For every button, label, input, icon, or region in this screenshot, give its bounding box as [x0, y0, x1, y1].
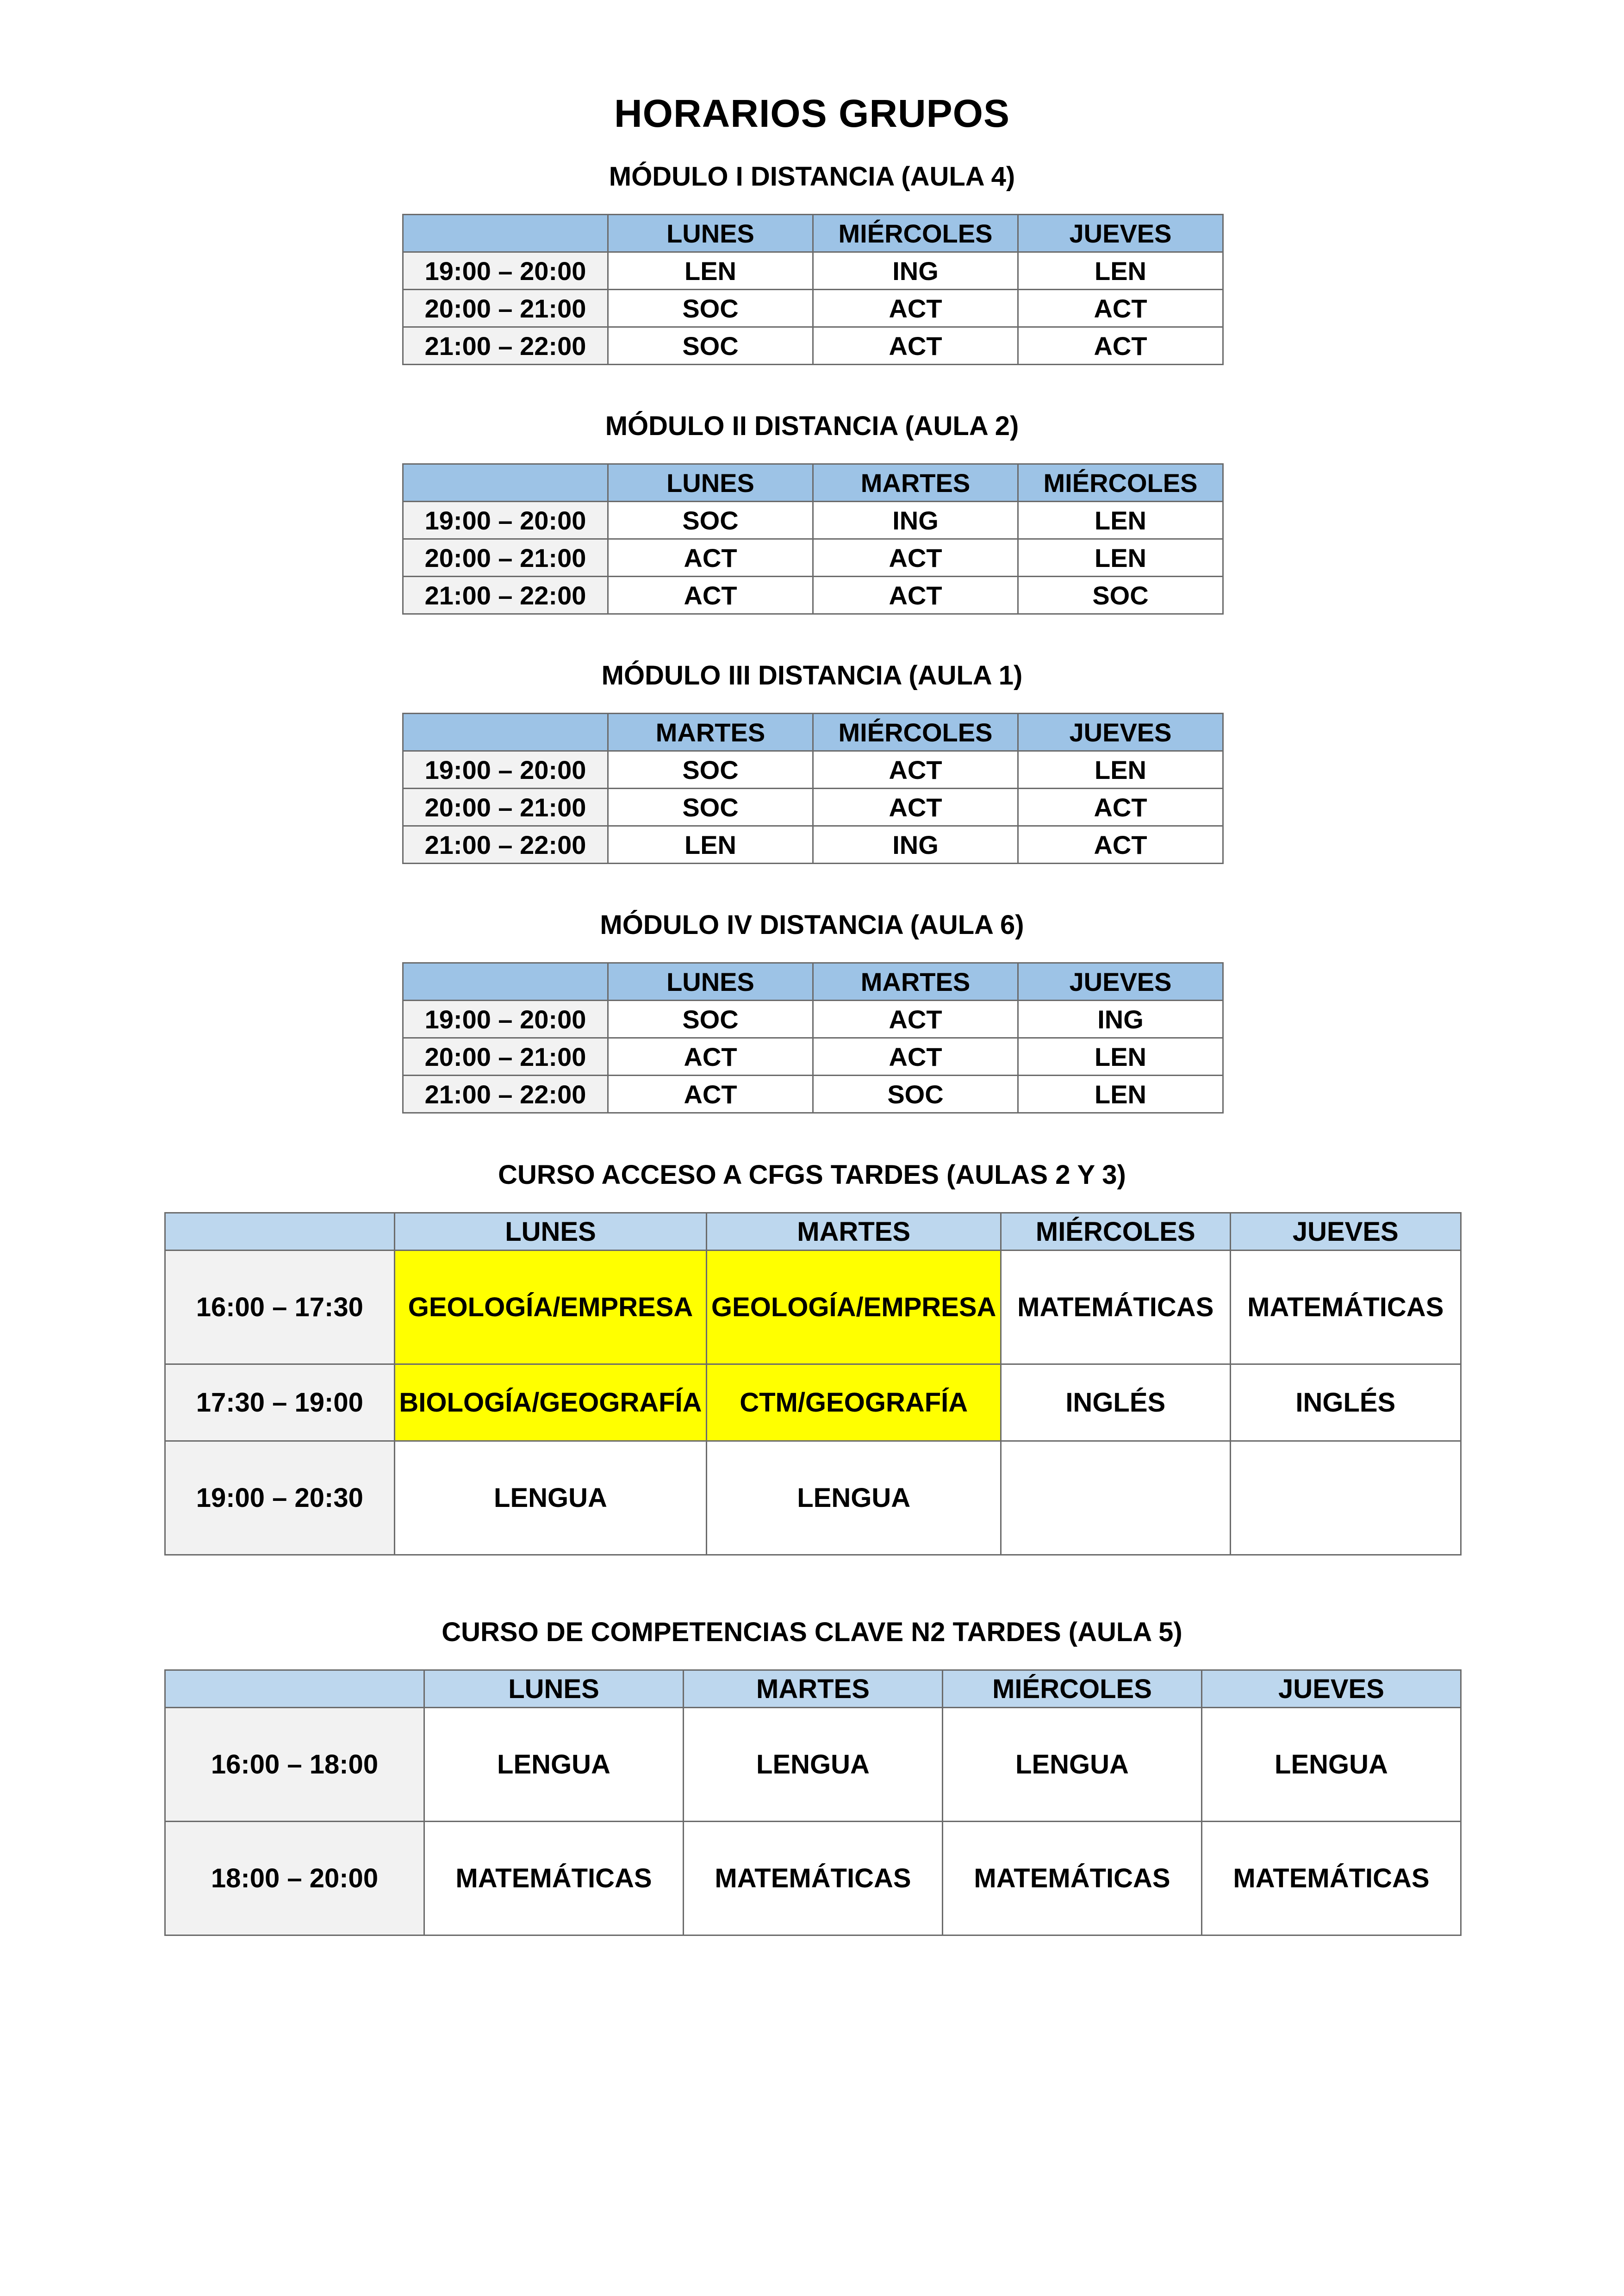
subject-cell: ACT	[813, 1038, 1018, 1076]
modulo-3-table	[402, 713, 1224, 864]
header-row	[165, 1670, 1461, 1708]
page-title: HORARIOS GRUPOS	[614, 92, 1010, 135]
subject-cell: MATEMÁTICAS	[424, 1822, 684, 1935]
subject-cell-highlighted: CTM/GEOGRAFÍA	[707, 1364, 1001, 1441]
subject-cell: ACT	[1018, 327, 1223, 365]
header-row	[403, 963, 1223, 1001]
subject-cell: ACT	[1018, 789, 1223, 826]
time-cell: 20:00 – 21:00	[403, 290, 608, 327]
subject-cell: LEN	[1018, 502, 1223, 539]
subject-cell: ING	[813, 502, 1018, 539]
subject-cell: ACT	[608, 1038, 813, 1076]
subject-cell: INGLÉS	[1230, 1364, 1461, 1441]
subject-cell: SOC	[608, 789, 813, 826]
subject-cell: ACT	[813, 751, 1018, 789]
modulo-3-title: MÓDULO III DISTANCIA (AULA 1)	[601, 660, 1023, 691]
modulo-4-title: MÓDULO IV DISTANCIA (AULA 6)	[600, 910, 1024, 940]
header-row	[165, 1213, 1461, 1251]
subject-cell: LEN	[608, 252, 813, 290]
time-cell: 16:00 – 17:30	[165, 1251, 395, 1364]
subject-cell: LENGUA	[684, 1708, 943, 1822]
cfgs-table	[164, 1212, 1462, 1556]
day-header: LUNES	[424, 1670, 684, 1708]
subject-cell: LENGUA	[1202, 1708, 1461, 1822]
subject-cell: MATEMÁTICAS	[1230, 1251, 1461, 1364]
time-cell: 21:00 – 22:00	[403, 826, 608, 864]
subject-cell: SOC	[608, 327, 813, 365]
day-header: MARTES	[813, 464, 1018, 502]
subject-cell: LENGUA	[707, 1441, 1001, 1555]
table-row	[403, 1038, 1223, 1076]
subject-cell: ACT	[813, 577, 1018, 614]
corner-cell	[165, 1670, 424, 1708]
subject-cell: SOC	[1018, 577, 1223, 614]
day-header: LUNES	[608, 963, 813, 1001]
subject-cell: ACT	[608, 577, 813, 614]
modulo-4-table	[402, 962, 1224, 1114]
subject-cell: ING	[1018, 1001, 1223, 1038]
day-header: LUNES	[608, 215, 813, 252]
time-cell: 19:00 – 20:00	[403, 751, 608, 789]
table-row	[403, 290, 1223, 327]
subject-cell: INGLÉS	[1001, 1364, 1230, 1441]
table-row	[165, 1364, 1461, 1441]
corner-cell	[403, 215, 608, 252]
subject-cell-highlighted: GEOLOGÍA/EMPRESA	[394, 1251, 707, 1364]
subject-cell: ACT	[608, 1076, 813, 1113]
table-row	[403, 789, 1223, 826]
table-row	[165, 1251, 1461, 1364]
table-row	[403, 252, 1223, 290]
modulo-2-table	[402, 463, 1224, 615]
table-row	[403, 577, 1223, 614]
day-header: MARTES	[684, 1670, 943, 1708]
corner-cell	[403, 464, 608, 502]
subject-cell: ACT	[608, 539, 813, 577]
table-row	[403, 539, 1223, 577]
modulo-1-title: MÓDULO I DISTANCIA (AULA 4)	[609, 162, 1015, 192]
empty-cell	[1001, 1441, 1230, 1555]
subject-cell: SOC	[608, 751, 813, 789]
day-header: LUNES	[394, 1213, 707, 1251]
corner-cell	[165, 1213, 395, 1251]
day-header: MARTES	[813, 963, 1018, 1001]
subject-cell: ACT	[813, 789, 1018, 826]
table-row	[403, 751, 1223, 789]
cfgs-title: CURSO ACCESO A CFGS TARDES (AULAS 2 Y 3)	[498, 1160, 1126, 1190]
subject-cell: ACT	[1018, 290, 1223, 327]
day-header: MIÉRCOLES	[1001, 1213, 1230, 1251]
table-row	[403, 502, 1223, 539]
time-cell: 21:00 – 22:00	[403, 327, 608, 365]
modulo-2-title: MÓDULO II DISTANCIA (AULA 2)	[605, 411, 1019, 441]
subject-cell: SOC	[608, 290, 813, 327]
subject-cell: ACT	[813, 290, 1018, 327]
time-cell: 20:00 – 21:00	[403, 539, 608, 577]
subject-cell: MATEMÁTICAS	[684, 1822, 943, 1935]
subject-cell-highlighted: BIOLOGÍA/GEOGRAFÍA	[394, 1364, 707, 1441]
day-header: JUEVES	[1018, 963, 1223, 1001]
subject-cell-highlighted: GEOLOGÍA/EMPRESA	[707, 1251, 1001, 1364]
table-row	[403, 327, 1223, 365]
time-cell: 19:00 – 20:00	[403, 502, 608, 539]
day-header: MIÉRCOLES	[943, 1670, 1202, 1708]
time-cell: 18:00 – 20:00	[165, 1822, 424, 1935]
subject-cell: LEN	[1018, 539, 1223, 577]
header-row	[403, 464, 1223, 502]
time-cell: 17:30 – 19:00	[165, 1364, 395, 1441]
day-header: JUEVES	[1230, 1213, 1461, 1251]
table-row	[165, 1441, 1461, 1555]
subject-cell: LEN	[1018, 252, 1223, 290]
day-header: MARTES	[608, 714, 813, 751]
time-cell: 21:00 – 22:00	[403, 1076, 608, 1113]
time-cell: 16:00 – 18:00	[165, 1708, 424, 1822]
subject-cell: MATEMÁTICAS	[943, 1822, 1202, 1935]
day-header: MIÉRCOLES	[813, 215, 1018, 252]
subject-cell: MATEMÁTICAS	[1001, 1251, 1230, 1364]
empty-cell	[1230, 1441, 1461, 1555]
table-row	[165, 1708, 1461, 1822]
corner-cell	[403, 714, 608, 751]
day-header: JUEVES	[1018, 714, 1223, 751]
subject-cell: ACT	[1018, 826, 1223, 864]
subject-cell: ACT	[813, 327, 1018, 365]
subject-cell: LENGUA	[394, 1441, 707, 1555]
time-cell: 19:00 – 20:00	[403, 1001, 608, 1038]
subject-cell: ING	[813, 252, 1018, 290]
table-row	[403, 826, 1223, 864]
subject-cell: LENGUA	[943, 1708, 1202, 1822]
subject-cell: LEN	[1018, 751, 1223, 789]
subject-cell: ING	[813, 826, 1018, 864]
subject-cell: LEN	[1018, 1076, 1223, 1113]
time-cell: 20:00 – 21:00	[403, 789, 608, 826]
subject-cell: SOC	[608, 502, 813, 539]
table-row	[403, 1001, 1223, 1038]
day-header: JUEVES	[1018, 215, 1223, 252]
day-header: MIÉRCOLES	[813, 714, 1018, 751]
corner-cell	[403, 963, 608, 1001]
subject-cell: SOC	[608, 1001, 813, 1038]
subject-cell: ACT	[813, 539, 1018, 577]
table-row	[403, 1076, 1223, 1113]
header-row	[403, 714, 1223, 751]
header-row	[403, 215, 1223, 252]
subject-cell: ACT	[813, 1001, 1018, 1038]
day-header: MIÉRCOLES	[1018, 464, 1223, 502]
modulo-1-table	[402, 214, 1224, 365]
time-cell: 19:00 – 20:00	[403, 252, 608, 290]
time-cell: 19:00 – 20:30	[165, 1441, 395, 1555]
day-header: JUEVES	[1202, 1670, 1461, 1708]
subject-cell: MATEMÁTICAS	[1202, 1822, 1461, 1935]
day-header: MARTES	[707, 1213, 1001, 1251]
table-row	[165, 1822, 1461, 1935]
competencias-table	[164, 1669, 1462, 1936]
subject-cell: SOC	[813, 1076, 1018, 1113]
subject-cell: LEN	[1018, 1038, 1223, 1076]
time-cell: 21:00 – 22:00	[403, 577, 608, 614]
day-header: LUNES	[608, 464, 813, 502]
subject-cell: LENGUA	[424, 1708, 684, 1822]
time-cell: 20:00 – 21:00	[403, 1038, 608, 1076]
subject-cell: LEN	[608, 826, 813, 864]
competencias-title: CURSO DE COMPETENCIAS CLAVE N2 TARDES (AULA 5)	[442, 1617, 1182, 1647]
